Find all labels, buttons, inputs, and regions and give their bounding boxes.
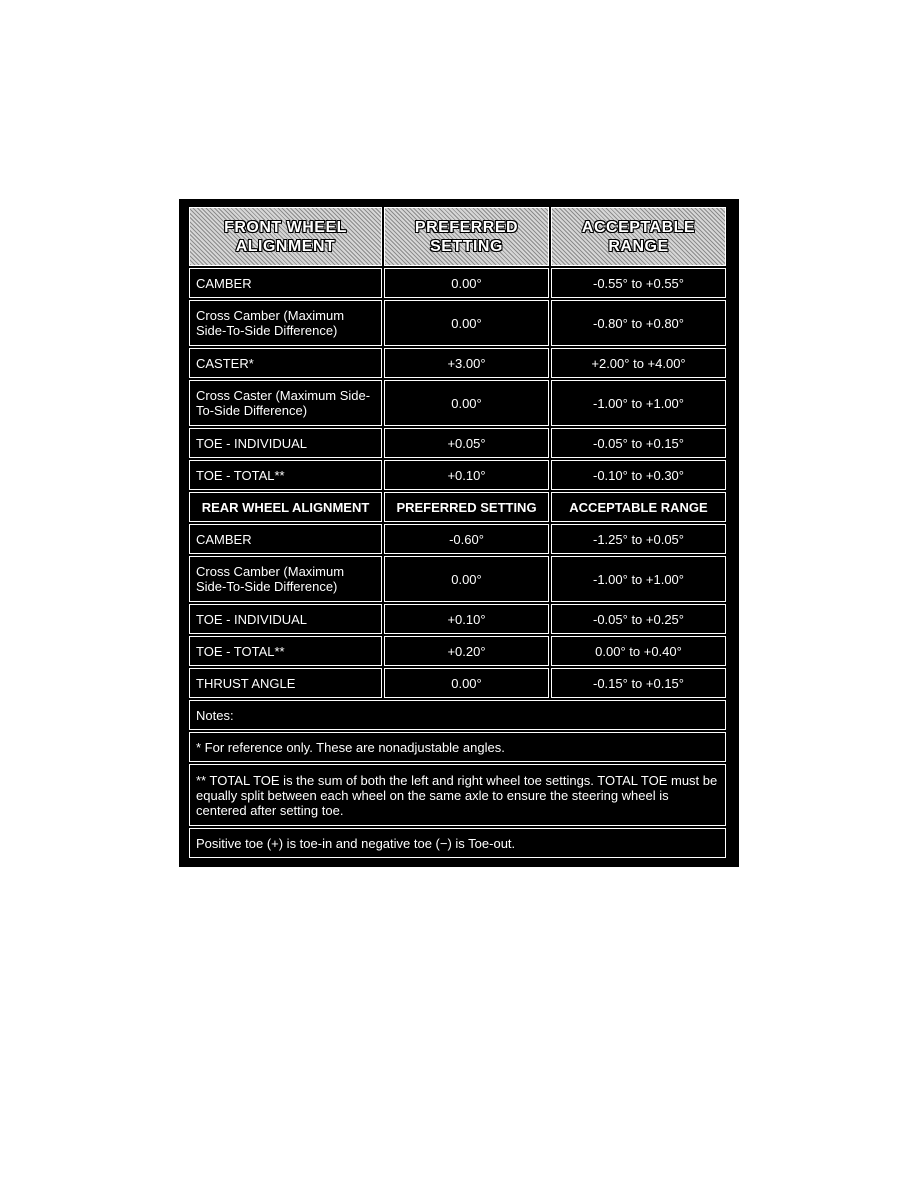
row-label: Cross Caster (Maximum Side-To-Side Difference)	[189, 380, 382, 426]
front-header-row	[189, 207, 726, 266]
notes-title: Notes:	[189, 700, 726, 730]
table-row	[189, 268, 726, 298]
row-label: TOE - TOTAL**	[189, 636, 382, 666]
note-row	[189, 732, 726, 762]
row-range: -0.05° to +0.25°	[551, 604, 726, 634]
row-range: -0.05° to +0.15°	[551, 428, 726, 458]
row-preferred: +0.10°	[384, 460, 549, 490]
row-label: TOE - INDIVIDUAL	[189, 604, 382, 634]
row-preferred: 0.00°	[384, 556, 549, 602]
row-preferred: 0.00°	[384, 300, 549, 346]
row-preferred: +3.00°	[384, 348, 549, 378]
table-row	[189, 556, 726, 602]
row-range: -0.55° to +0.55°	[551, 268, 726, 298]
row-range: +2.00° to +4.00°	[551, 348, 726, 378]
alignment-spec-table	[187, 205, 728, 860]
row-label: TOE - TOTAL**	[189, 460, 382, 490]
rear-header-col1: REAR WHEEL ALIGNMENT	[189, 492, 382, 522]
row-preferred: +0.10°	[384, 604, 549, 634]
table-row	[189, 604, 726, 634]
row-range: -1.25° to +0.05°	[551, 524, 726, 554]
row-label: CAMBER	[189, 524, 382, 554]
row-preferred: 0.00°	[384, 380, 549, 426]
row-range: -0.10° to +0.30°	[551, 460, 726, 490]
table-row	[189, 668, 726, 698]
table-row	[189, 524, 726, 554]
row-preferred: +0.20°	[384, 636, 549, 666]
row-preferred: 0.00°	[384, 268, 549, 298]
front-header-col1: FRONT WHEEL ALIGNMENT	[189, 207, 382, 266]
note-text: ** TOTAL TOE is the sum of both the left and right wheel toe settings. TOTAL TOE must be equally split between each wheel on the same axle to ensure the steering wheel is centered after setting toe.	[189, 764, 726, 826]
row-label: CASTER*	[189, 348, 382, 378]
table-row	[189, 636, 726, 666]
row-preferred: +0.05°	[384, 428, 549, 458]
row-label: Cross Camber (Maximum Side-To-Side Difference)	[189, 556, 382, 602]
table-row	[189, 428, 726, 458]
row-preferred: 0.00°	[384, 668, 549, 698]
row-range: -0.15° to +0.15°	[551, 668, 726, 698]
row-range: -1.00° to +1.00°	[551, 380, 726, 426]
row-label: Cross Camber (Maximum Side-To-Side Difference)	[189, 300, 382, 346]
front-header-col3: ACCEPTABLE RANGE	[551, 207, 726, 266]
row-label: TOE - INDIVIDUAL	[189, 428, 382, 458]
row-label: CAMBER	[189, 268, 382, 298]
note-text: Positive toe (+) is toe-in and negative toe (−) is Toe-out.	[189, 828, 726, 858]
row-range: -0.80° to +0.80°	[551, 300, 726, 346]
alignment-spec-panel	[179, 199, 739, 867]
table-row	[189, 300, 726, 346]
table-row	[189, 380, 726, 426]
table-row	[189, 348, 726, 378]
row-range: 0.00° to +0.40°	[551, 636, 726, 666]
front-header-col2: PREFERRED SETTING	[384, 207, 549, 266]
row-label: THRUST ANGLE	[189, 668, 382, 698]
rear-header-row	[189, 492, 726, 522]
table-row	[189, 460, 726, 490]
row-preferred: -0.60°	[384, 524, 549, 554]
rear-header-col3: ACCEPTABLE RANGE	[551, 492, 726, 522]
notes-title-row	[189, 700, 726, 730]
note-text: * For reference only. These are nonadjustable angles.	[189, 732, 726, 762]
note-row	[189, 764, 726, 826]
note-row	[189, 828, 726, 858]
row-range: -1.00° to +1.00°	[551, 556, 726, 602]
rear-header-col2: PREFERRED SETTING	[384, 492, 549, 522]
